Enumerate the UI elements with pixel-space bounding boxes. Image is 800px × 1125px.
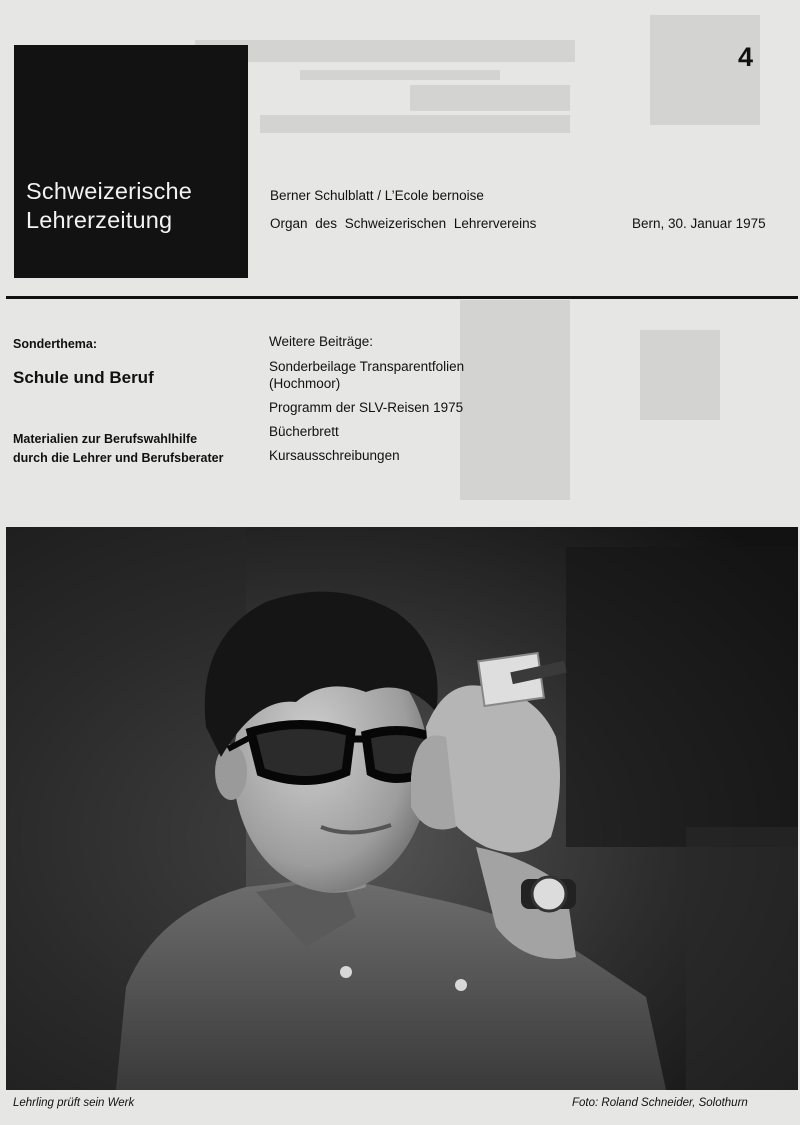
masthead-block <box>14 45 248 278</box>
header-divider <box>6 296 798 299</box>
publication-title <box>26 177 192 235</box>
description-line: durch die Lehrer und Berufsberater <box>13 451 224 465</box>
organ-line: Organ des Schweizerischen Lehrervereins <box>270 216 537 231</box>
issue-number: 4 <box>738 42 754 72</box>
special-topic-label: Sonderthema: <box>13 337 98 351</box>
contribution-text: Kursausschreibungen <box>269 448 400 463</box>
photo-caption: Lehrling prüft sein Werk <box>13 1097 135 1109</box>
description-line: Materialien zur Berufswahlhilfe <box>13 432 198 446</box>
contribution-text: Programm der SLV-Reisen 1975 <box>269 400 464 415</box>
contribution-text: (Hochmoor) <box>269 376 341 391</box>
cover-photo-illustration <box>6 527 798 1090</box>
photo-credit: Foto: Roland Schneider, Solothurn <box>572 1097 748 1109</box>
publication-title-line1: Schweizerische <box>26 178 193 204</box>
special-topic-title: Schule und Beruf <box>13 368 154 387</box>
publication-subtitle: Berner Schulblatt / L’Ecole bernoise <box>270 188 484 203</box>
contribution-item <box>269 358 464 392</box>
cover-photo <box>6 527 798 1090</box>
contribution-item <box>269 447 464 464</box>
contribution-item <box>269 399 464 416</box>
issue-date: Bern, 30. Januar 1975 <box>632 216 766 231</box>
contributions-list <box>269 358 464 471</box>
publication-title-line2: Lehrerzeitung <box>26 207 173 233</box>
contribution-text: Sonderbeilage Transparentfolien <box>269 359 465 374</box>
contribution-text: Bücherbrett <box>269 424 339 439</box>
contributions-label: Weitere Beiträge: <box>269 334 374 349</box>
special-topic-description <box>13 430 223 468</box>
contribution-item <box>269 423 464 440</box>
